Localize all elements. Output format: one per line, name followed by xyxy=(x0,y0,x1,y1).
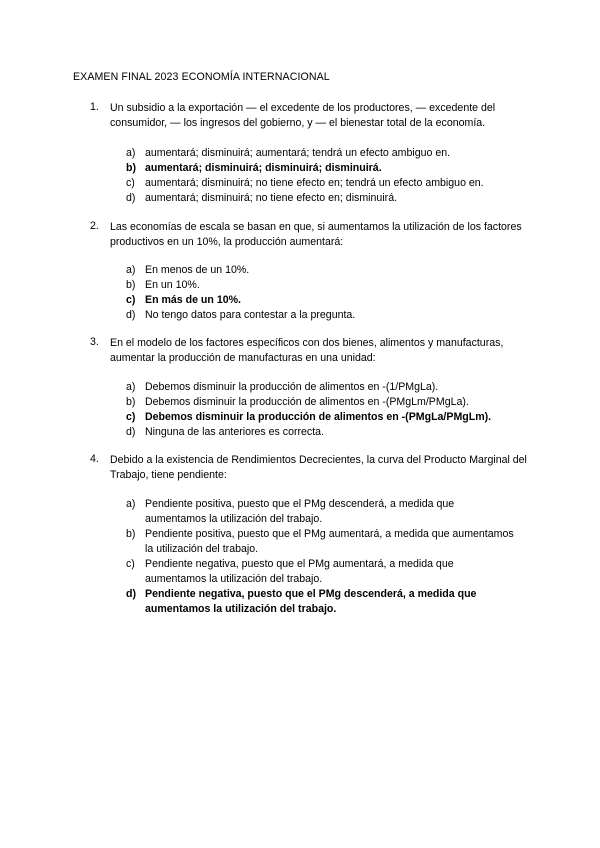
question-text: Un subsidio a la exportación — el excedente de los productores, — excedente del consumidor, — los ingresos del gobierno, y — el bienestar total de la economía. xyxy=(110,102,496,129)
option-letter: a) xyxy=(126,381,136,393)
option-letter: d) xyxy=(126,588,136,600)
option-letter: a) xyxy=(126,498,136,510)
option-text: aumentará; disminuirá; no tiene efecto en; tendrá un efecto ambiguo en. xyxy=(145,177,484,189)
option-letter: d) xyxy=(126,192,136,204)
option-text: aumentará; disminuirá; disminuirá; disminuirá. xyxy=(145,162,382,174)
option-letter: a) xyxy=(126,264,136,276)
option-letter: c) xyxy=(126,411,136,423)
option-letter: a) xyxy=(126,147,136,159)
question-number: 2. xyxy=(90,220,99,232)
option-letter: c) xyxy=(126,294,136,306)
question-number: 3. xyxy=(90,336,99,348)
option-text: Debemos disminuir la producción de alimentos en -(PMgLa/PMgLm). xyxy=(145,411,492,423)
option-text: Pendiente positiva, puesto que el PMg descenderá, a medida que aumentamos la utilización del trabajo. xyxy=(145,498,455,525)
option-text: En más de un 10%. xyxy=(145,294,241,306)
question-number: 1. xyxy=(90,101,99,113)
option-text: En un 10%. xyxy=(145,279,200,291)
option-text: Debemos disminuir la producción de alimentos en -(PMgLm/PMgLa). xyxy=(145,396,469,408)
option-letter: b) xyxy=(126,279,136,291)
question-number: 4. xyxy=(90,453,99,465)
option-text: En menos de un 10%. xyxy=(145,264,250,276)
question-text: Debido a la existencia de Rendimientos Decrecientes, la curva del Producto Marginal del Trabajo, tiene pendiente: xyxy=(110,454,527,481)
option-text: Ninguna de las anteriores es correcta. xyxy=(145,426,325,438)
option-letter: c) xyxy=(126,558,135,570)
option-text: Debemos disminuir la producción de alimentos en -(1/PMgLa). xyxy=(145,381,439,393)
question-text: En el modelo de los factores específicos con dos bienes, alimentos y manufacturas, aumentar la producción de manufacturas en una unidad: xyxy=(110,337,504,364)
question-text: Las economías de escala se basan en que, si aumentamos la utilización de los factores productivos en un 10%, la producción aumentará: xyxy=(110,221,522,248)
exam-title: EXAMEN FINAL 2023 ECONOMÍA INTERNACIONAL xyxy=(73,71,330,83)
option-letter: b) xyxy=(126,162,136,174)
option-letter: d) xyxy=(126,309,136,321)
option-text: Pendiente negativa, puesto que el PMg aumentará, a medida que aumentamos la utilización del trabajo. xyxy=(145,558,454,585)
option-text: aumentará; disminuirá; no tiene efecto en; disminuirá. xyxy=(145,192,398,204)
option-letter: d) xyxy=(126,426,136,438)
option-letter: b) xyxy=(126,396,136,408)
option-text: Pendiente positiva, puesto que el PMg aumentará, a medida que aumentamos la utilización del trabajo. xyxy=(145,528,514,555)
option-text: aumentará; disminuirá; aumentará; tendrá un efecto ambiguo en. xyxy=(145,147,451,159)
option-text: No tengo datos para contestar a la pregunta. xyxy=(145,309,356,321)
option-text: Pendiente negativa, puesto que el PMg descenderá, a medida que aumentamos la utilización del trabajo. xyxy=(145,588,477,615)
option-letter: b) xyxy=(126,528,136,540)
option-letter: c) xyxy=(126,177,135,189)
